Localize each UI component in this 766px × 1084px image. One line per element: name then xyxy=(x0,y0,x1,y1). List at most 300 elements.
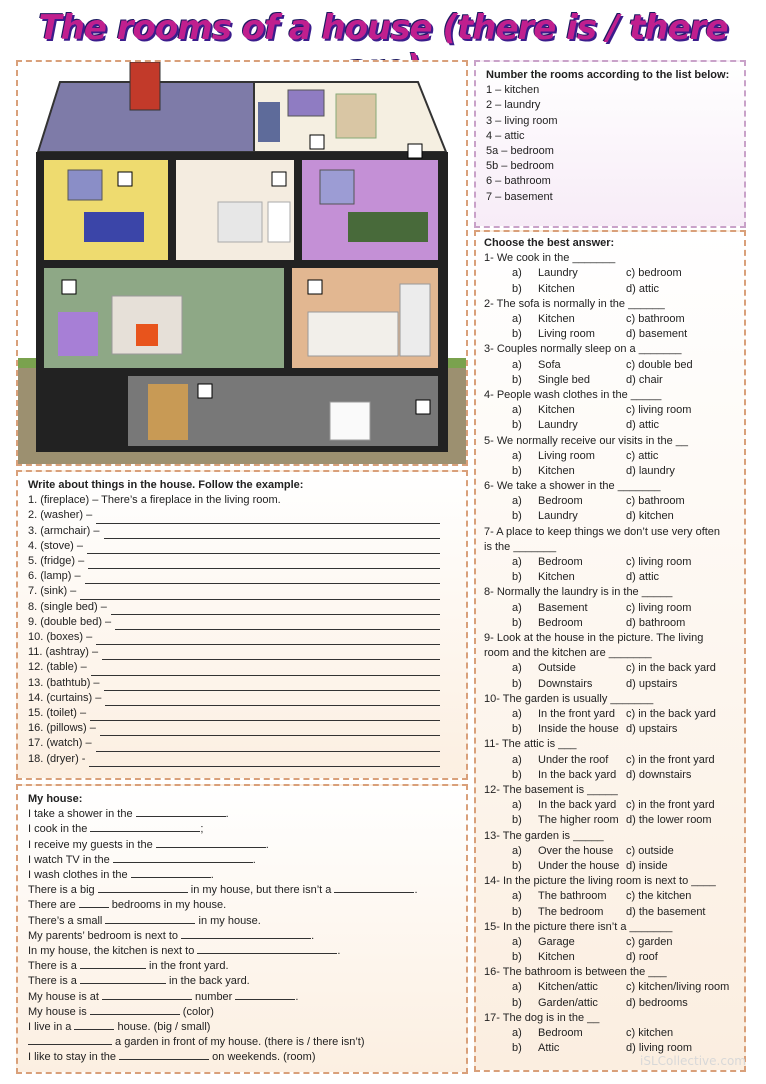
my-house-text: My house is at xyxy=(28,990,102,1003)
write-prompt: 7. (sink) – xyxy=(28,585,77,598)
option-text: d) attic xyxy=(626,419,660,432)
option-letter: a) xyxy=(512,267,522,280)
my-house-line xyxy=(28,1035,456,1050)
answer-blank[interactable] xyxy=(80,974,166,984)
question-text: 7- A place to keep things we don’t use very often xyxy=(484,525,721,538)
rooms-list-panel xyxy=(474,60,746,228)
answer-row xyxy=(484,935,736,950)
number-box[interactable] xyxy=(62,280,76,294)
answer-row xyxy=(484,373,736,388)
option-text: d) downstairs xyxy=(626,768,692,781)
answer-blank[interactable] xyxy=(113,853,253,863)
option-text: The higher room xyxy=(538,814,619,827)
answer-blank[interactable] xyxy=(105,914,195,924)
my-house-text: (color) xyxy=(179,1005,214,1018)
option-letter: b) xyxy=(512,768,522,781)
my-house-text: There is a xyxy=(28,975,80,988)
option-text: Bedroom xyxy=(538,556,583,569)
option-text: Under the house xyxy=(538,859,620,872)
write-prompt: 16. (pillows) – xyxy=(28,722,96,735)
option-letter: b) xyxy=(512,996,522,1009)
my-house-text: bedrooms in my house. xyxy=(108,899,227,912)
option-text: Living room xyxy=(538,449,595,462)
option-text: c) in the front yard xyxy=(626,753,715,766)
option-text: c) garden xyxy=(626,935,673,948)
write-line xyxy=(28,752,456,767)
write-line xyxy=(28,630,456,645)
option-text: Garden/attic xyxy=(538,996,598,1009)
option-letter: a) xyxy=(512,935,522,948)
write-prompt: 14. (curtains) – xyxy=(28,691,102,704)
number-box[interactable] xyxy=(198,384,212,398)
write-heading: Write about things in the house. Follow the example: xyxy=(28,479,304,491)
option-text: Kitchen xyxy=(538,282,575,295)
my-house-text: number xyxy=(191,990,236,1003)
my-house-text: a garden in front of my house. (there is / there isn’t) xyxy=(112,1036,365,1049)
option-text: Under the roof xyxy=(538,753,609,766)
write-line xyxy=(28,600,456,615)
answer-blank[interactable] xyxy=(85,574,440,584)
my-house-line xyxy=(28,838,456,853)
answer-row xyxy=(484,418,736,433)
my-house-line xyxy=(28,974,456,989)
option-letter: b) xyxy=(512,859,522,872)
page-title: The rooms of a house (there is / there xyxy=(38,8,728,48)
answer-blank[interactable] xyxy=(96,742,440,752)
number-box[interactable] xyxy=(416,400,430,414)
my-house-text: ; xyxy=(200,823,204,836)
answer-blank[interactable] xyxy=(104,529,440,539)
room-list-item: 7 – basement xyxy=(486,190,553,203)
answer-row xyxy=(484,707,736,722)
option-text: d) basement xyxy=(626,328,688,341)
option-text: c) kitchen xyxy=(626,1027,674,1040)
answer-blank[interactable] xyxy=(334,883,414,893)
option-letter: a) xyxy=(512,844,522,857)
my-house-text: I take a shower in the xyxy=(28,808,136,821)
house-illustration xyxy=(18,62,466,464)
option-text: c) bathroom xyxy=(626,495,685,508)
number-box[interactable] xyxy=(118,172,132,186)
option-letter: b) xyxy=(512,951,522,964)
answer-blank[interactable] xyxy=(100,726,440,736)
option-text: Kitchen xyxy=(538,571,575,584)
answer-row xyxy=(484,980,736,995)
option-text: c) kitchen/living room xyxy=(626,981,730,994)
rooms-heading: Number the rooms according to the list below: xyxy=(486,69,730,81)
answer-row xyxy=(484,358,736,373)
option-letter: b) xyxy=(512,419,522,432)
option-letter: b) xyxy=(512,723,522,736)
option-text: d) attic xyxy=(626,282,660,295)
write-line xyxy=(28,721,456,736)
my-house-line xyxy=(28,929,456,944)
my-house-text: house. (big / small) xyxy=(114,1021,211,1034)
option-letter: b) xyxy=(512,1042,522,1055)
answer-blank[interactable] xyxy=(181,929,311,939)
option-letter: b) xyxy=(512,905,522,918)
write-prompt: 4. (stove) – xyxy=(28,539,84,552)
room-list-item: 3 – living room xyxy=(486,114,558,127)
option-letter: b) xyxy=(512,510,522,523)
option-text: Kitchen xyxy=(538,404,575,417)
answer-blank[interactable] xyxy=(90,822,200,832)
option-text: Sofa xyxy=(538,358,561,371)
option-text: Attic xyxy=(538,1042,560,1055)
my-house-text: in my house. xyxy=(195,914,261,927)
answer-row xyxy=(484,768,736,783)
answer-row xyxy=(484,844,736,859)
question-text: 16- The bathroom is between the ___ xyxy=(484,966,667,979)
answer-blank[interactable] xyxy=(88,559,440,569)
answer-row xyxy=(484,449,736,464)
answer-blank[interactable] xyxy=(79,898,109,908)
room-list-item: 5b – bedroom xyxy=(486,160,554,173)
option-text: c) the kitchen xyxy=(626,890,692,903)
option-text: Downstairs xyxy=(538,677,593,690)
option-letter: a) xyxy=(512,753,522,766)
option-letter: a) xyxy=(512,358,522,371)
number-box[interactable] xyxy=(408,144,422,158)
option-text: c) in the front yard xyxy=(626,799,715,812)
answer-row xyxy=(484,570,736,585)
option-text: d) laundry xyxy=(626,464,675,477)
write-prompt: 1. (fireplace) – There’s a fireplace in the living room. xyxy=(28,494,281,507)
my-house-line xyxy=(28,959,456,974)
option-text: d) the basement xyxy=(626,905,706,918)
write-line xyxy=(28,736,456,751)
answer-row xyxy=(484,266,736,281)
answer-blank[interactable] xyxy=(102,650,440,660)
answer-blank[interactable] xyxy=(87,544,440,554)
my-house-text: I cook in the xyxy=(28,823,91,836)
option-letter: b) xyxy=(512,328,522,341)
my-house-text: in the front yard. xyxy=(145,960,229,973)
option-letter: a) xyxy=(512,601,522,614)
answer-blank[interactable] xyxy=(74,1020,114,1030)
option-letter: b) xyxy=(512,282,522,295)
my-house-line xyxy=(28,883,456,898)
answer-blank[interactable] xyxy=(119,1050,209,1060)
option-letter: a) xyxy=(512,449,522,462)
my-house-text: . xyxy=(265,838,269,851)
my-house-text: . xyxy=(225,808,229,821)
answer-blank[interactable] xyxy=(28,1035,112,1045)
room-list-item: 2 – laundry xyxy=(486,99,541,112)
my-house-text: in my house, but there isn’t a xyxy=(187,884,335,897)
option-text: Kitchen/attic xyxy=(538,981,598,994)
option-text: In the back yard xyxy=(538,768,617,781)
write-prompt: 3. (armchair) – xyxy=(28,524,100,537)
write-prompt: 11. (ashtray) – xyxy=(28,646,99,659)
answer-row xyxy=(484,616,736,631)
option-letter: a) xyxy=(512,312,522,325)
option-text: d) attic xyxy=(626,571,660,584)
my-house-text: My house is xyxy=(28,1005,90,1018)
write-prompt: 6. (lamp) – xyxy=(28,570,81,583)
my-house-text: My parents’ bedroom is next to xyxy=(28,929,182,942)
answer-row xyxy=(484,677,736,692)
write-panel xyxy=(16,470,468,780)
option-text: Garage xyxy=(538,935,575,948)
my-house-line xyxy=(28,853,456,868)
option-text: Inside the house xyxy=(538,723,619,736)
option-letter: a) xyxy=(512,981,522,994)
option-text: The bathroom xyxy=(538,890,607,903)
write-prompt: 10. (boxes) – xyxy=(28,631,93,644)
room-list-item: 4 – attic xyxy=(486,129,525,142)
answer-blank[interactable] xyxy=(80,590,440,600)
option-text: Outside xyxy=(538,662,576,675)
write-prompt: 13. (bathtub) – xyxy=(28,676,100,689)
my-house-text: . xyxy=(414,884,418,897)
answer-blank[interactable] xyxy=(90,711,440,721)
write-line xyxy=(28,691,456,706)
option-letter: b) xyxy=(512,373,522,386)
question-text: 10- The garden is usually _______ xyxy=(484,692,654,705)
answer-blank[interactable] xyxy=(89,757,440,767)
question-text: 13- The garden is _____ xyxy=(484,829,604,842)
number-box[interactable] xyxy=(272,172,286,186)
option-text: d) inside xyxy=(626,859,668,872)
option-text: Basement xyxy=(538,601,588,614)
question-text: 5- We normally receive our visits in the __ xyxy=(484,434,688,447)
answer-blank[interactable] xyxy=(136,807,226,817)
option-letter: a) xyxy=(512,799,522,812)
my-house-line xyxy=(28,807,456,822)
answer-row xyxy=(484,555,736,570)
write-prompt: 12. (table) – xyxy=(28,661,87,674)
number-box[interactable] xyxy=(308,280,322,294)
write-prompt: 9. (double bed) – xyxy=(28,615,112,628)
option-text: d) bathroom xyxy=(626,616,686,629)
option-text: c) living room xyxy=(626,404,692,417)
answer-row xyxy=(484,889,736,904)
option-text: d) roof xyxy=(626,951,658,964)
answer-row xyxy=(484,1026,736,1041)
my-house-text: I wash clothes in the xyxy=(28,869,131,882)
question-text: 1- We cook in the _______ xyxy=(484,252,616,265)
option-text: c) living room xyxy=(626,601,692,614)
write-line xyxy=(28,493,456,508)
question-text: 4- People wash clothes in the _____ xyxy=(484,388,662,401)
question-text: room and the kitchen are _______ xyxy=(484,647,652,660)
answer-row xyxy=(484,859,736,874)
option-text: Bedroom xyxy=(538,616,583,629)
option-text: d) upstairs xyxy=(626,677,678,690)
option-letter: a) xyxy=(512,890,522,903)
my-house-line xyxy=(28,944,456,959)
my-house-text: I like to stay in the xyxy=(28,1051,120,1064)
answer-blank[interactable] xyxy=(104,681,440,691)
option-text: d) living room xyxy=(626,1042,693,1055)
option-letter: b) xyxy=(512,464,522,477)
option-text: d) upstairs xyxy=(626,723,678,736)
answer-row xyxy=(484,403,736,418)
question-text: 6- We take a shower in the _______ xyxy=(484,480,661,493)
write-prompt: 8. (single bed) – xyxy=(28,600,107,613)
write-prompt: 2. (washer) – xyxy=(28,509,93,522)
option-text: c) double bed xyxy=(626,358,693,371)
answer-row xyxy=(484,509,736,524)
my-house-text: . xyxy=(252,853,256,866)
option-text: c) in the back yard xyxy=(626,662,716,675)
my-house-heading: My house: xyxy=(28,793,83,805)
my-house-text: I live in a xyxy=(28,1021,75,1034)
answer-row xyxy=(484,996,736,1011)
option-letter: b) xyxy=(512,571,522,584)
my-house-text: In my house, the kitchen is next to xyxy=(28,945,198,958)
option-text: Kitchen xyxy=(538,464,575,477)
option-text: In the back yard xyxy=(538,799,617,812)
write-line xyxy=(28,539,456,554)
my-house-text: I receive my guests in the xyxy=(28,838,156,851)
answer-row xyxy=(484,722,736,737)
write-line xyxy=(28,524,456,539)
write-prompt: 17. (watch) – xyxy=(28,737,92,750)
option-text: c) living room xyxy=(626,556,692,569)
option-letter: b) xyxy=(512,677,522,690)
write-line xyxy=(28,645,456,660)
answer-blank[interactable] xyxy=(156,838,266,848)
my-house-line xyxy=(28,914,456,929)
answer-blank[interactable] xyxy=(115,620,440,630)
option-letter: a) xyxy=(512,495,522,508)
my-house-text: There is a big xyxy=(28,884,98,897)
answer-blank[interactable] xyxy=(111,605,440,615)
answer-row xyxy=(484,753,736,768)
option-letter: a) xyxy=(512,556,522,569)
answer-row xyxy=(484,813,736,828)
option-letter: a) xyxy=(512,1027,522,1040)
option-text: c) bedroom xyxy=(626,267,682,280)
my-house-line xyxy=(28,1020,456,1035)
my-house-line xyxy=(28,1050,456,1065)
answer-blank[interactable] xyxy=(131,868,211,878)
my-house-panel xyxy=(16,784,468,1074)
my-house-line xyxy=(28,990,456,1005)
room-list-item: 5a – bedroom xyxy=(486,145,554,158)
option-text: Bedroom xyxy=(538,1027,583,1040)
option-letter: a) xyxy=(512,708,522,721)
my-house-line xyxy=(28,868,456,883)
mc-heading: Choose the best answer: xyxy=(484,237,615,249)
answer-row xyxy=(484,312,736,327)
write-line xyxy=(28,660,456,675)
answer-blank[interactable] xyxy=(105,696,440,706)
option-text: d) bedrooms xyxy=(626,996,688,1009)
my-house-text: on weekends. (room) xyxy=(209,1051,316,1064)
answer-blank[interactable] xyxy=(91,666,440,676)
option-text: Laundry xyxy=(538,510,578,523)
room-list-item: 6 – bathroom xyxy=(486,175,551,188)
question-text: 11- The attic is ___ xyxy=(484,738,577,751)
option-text: c) outside xyxy=(626,844,674,857)
option-text: Kitchen xyxy=(538,951,575,964)
question-text: 2- The sofa is normally in the ______ xyxy=(484,297,665,310)
my-house-text: There is a xyxy=(28,960,80,973)
option-letter: b) xyxy=(512,814,522,827)
answer-row xyxy=(484,601,736,616)
write-prompt: 5. (fridge) – xyxy=(28,555,85,568)
write-prompt: 18. (dryer) - xyxy=(28,752,86,765)
answer-row xyxy=(484,494,736,509)
answer-row xyxy=(484,661,736,676)
option-text: Laundry xyxy=(538,419,578,432)
answer-blank[interactable] xyxy=(98,883,188,893)
option-text: c) attic xyxy=(626,449,659,462)
answer-row xyxy=(484,905,736,920)
answer-row xyxy=(484,282,736,297)
my-house-text: . xyxy=(311,929,315,942)
option-text: Living room xyxy=(538,328,595,341)
option-text: Single bed xyxy=(538,373,590,386)
question-text: 14- In the picture the living room is next to ____ xyxy=(484,875,716,888)
answer-row xyxy=(484,798,736,813)
question-text: 9- Look at the house in the picture. The living xyxy=(484,632,704,645)
number-box[interactable] xyxy=(310,135,324,149)
question-text: 15- In the picture there isn’t a _______ xyxy=(484,920,673,933)
option-text: c) bathroom xyxy=(626,312,685,325)
my-house-text: . xyxy=(295,990,299,1003)
option-letter: b) xyxy=(512,616,522,629)
watermark: iSLCollective.com xyxy=(640,1054,746,1068)
write-prompt: 15. (toilet) – xyxy=(28,707,87,720)
answer-blank[interactable] xyxy=(90,1005,180,1015)
write-line xyxy=(28,676,456,691)
option-text: c) in the back yard xyxy=(626,708,716,721)
write-line xyxy=(28,706,456,721)
option-text: Laundry xyxy=(538,267,578,280)
answer-blank[interactable] xyxy=(96,514,440,524)
answer-blank[interactable] xyxy=(235,990,295,1000)
write-line xyxy=(28,508,456,523)
my-house-line xyxy=(28,1005,456,1020)
write-line xyxy=(28,554,456,569)
my-house-text: in the back yard. xyxy=(165,975,250,988)
question-text: 3- Couples normally sleep on a _______ xyxy=(484,343,682,356)
answer-row xyxy=(484,464,736,479)
answer-blank[interactable] xyxy=(102,990,192,1000)
question-text: is the _______ xyxy=(484,540,557,553)
house-illustration-panel xyxy=(16,60,468,466)
answer-row xyxy=(484,950,736,965)
option-text: d) the lower room xyxy=(626,814,712,827)
write-line xyxy=(28,569,456,584)
question-text: 8- Normally the laundry is in the _____ xyxy=(484,586,673,599)
write-line xyxy=(28,584,456,599)
option-text: Kitchen xyxy=(538,312,575,325)
my-house-text: . xyxy=(337,945,341,958)
option-text: In the front yard xyxy=(538,708,616,721)
option-letter: a) xyxy=(512,662,522,675)
my-house-text: There are xyxy=(28,899,79,912)
multiple-choice-panel xyxy=(474,230,746,1072)
option-letter: a) xyxy=(512,404,522,417)
option-text: Over the house xyxy=(538,844,614,857)
question-text: 17- The dog is in the __ xyxy=(484,1011,600,1024)
answer-blank[interactable] xyxy=(96,635,440,645)
option-text: d) chair xyxy=(626,373,663,386)
question-text: 12- The basement is _____ xyxy=(484,783,618,796)
write-line xyxy=(28,615,456,630)
answer-blank[interactable] xyxy=(197,944,337,954)
answer-row xyxy=(484,327,736,342)
option-text: The bedroom xyxy=(538,905,604,918)
answer-blank[interactable] xyxy=(80,959,146,969)
my-house-text: . xyxy=(210,869,214,882)
my-house-line xyxy=(28,822,456,837)
